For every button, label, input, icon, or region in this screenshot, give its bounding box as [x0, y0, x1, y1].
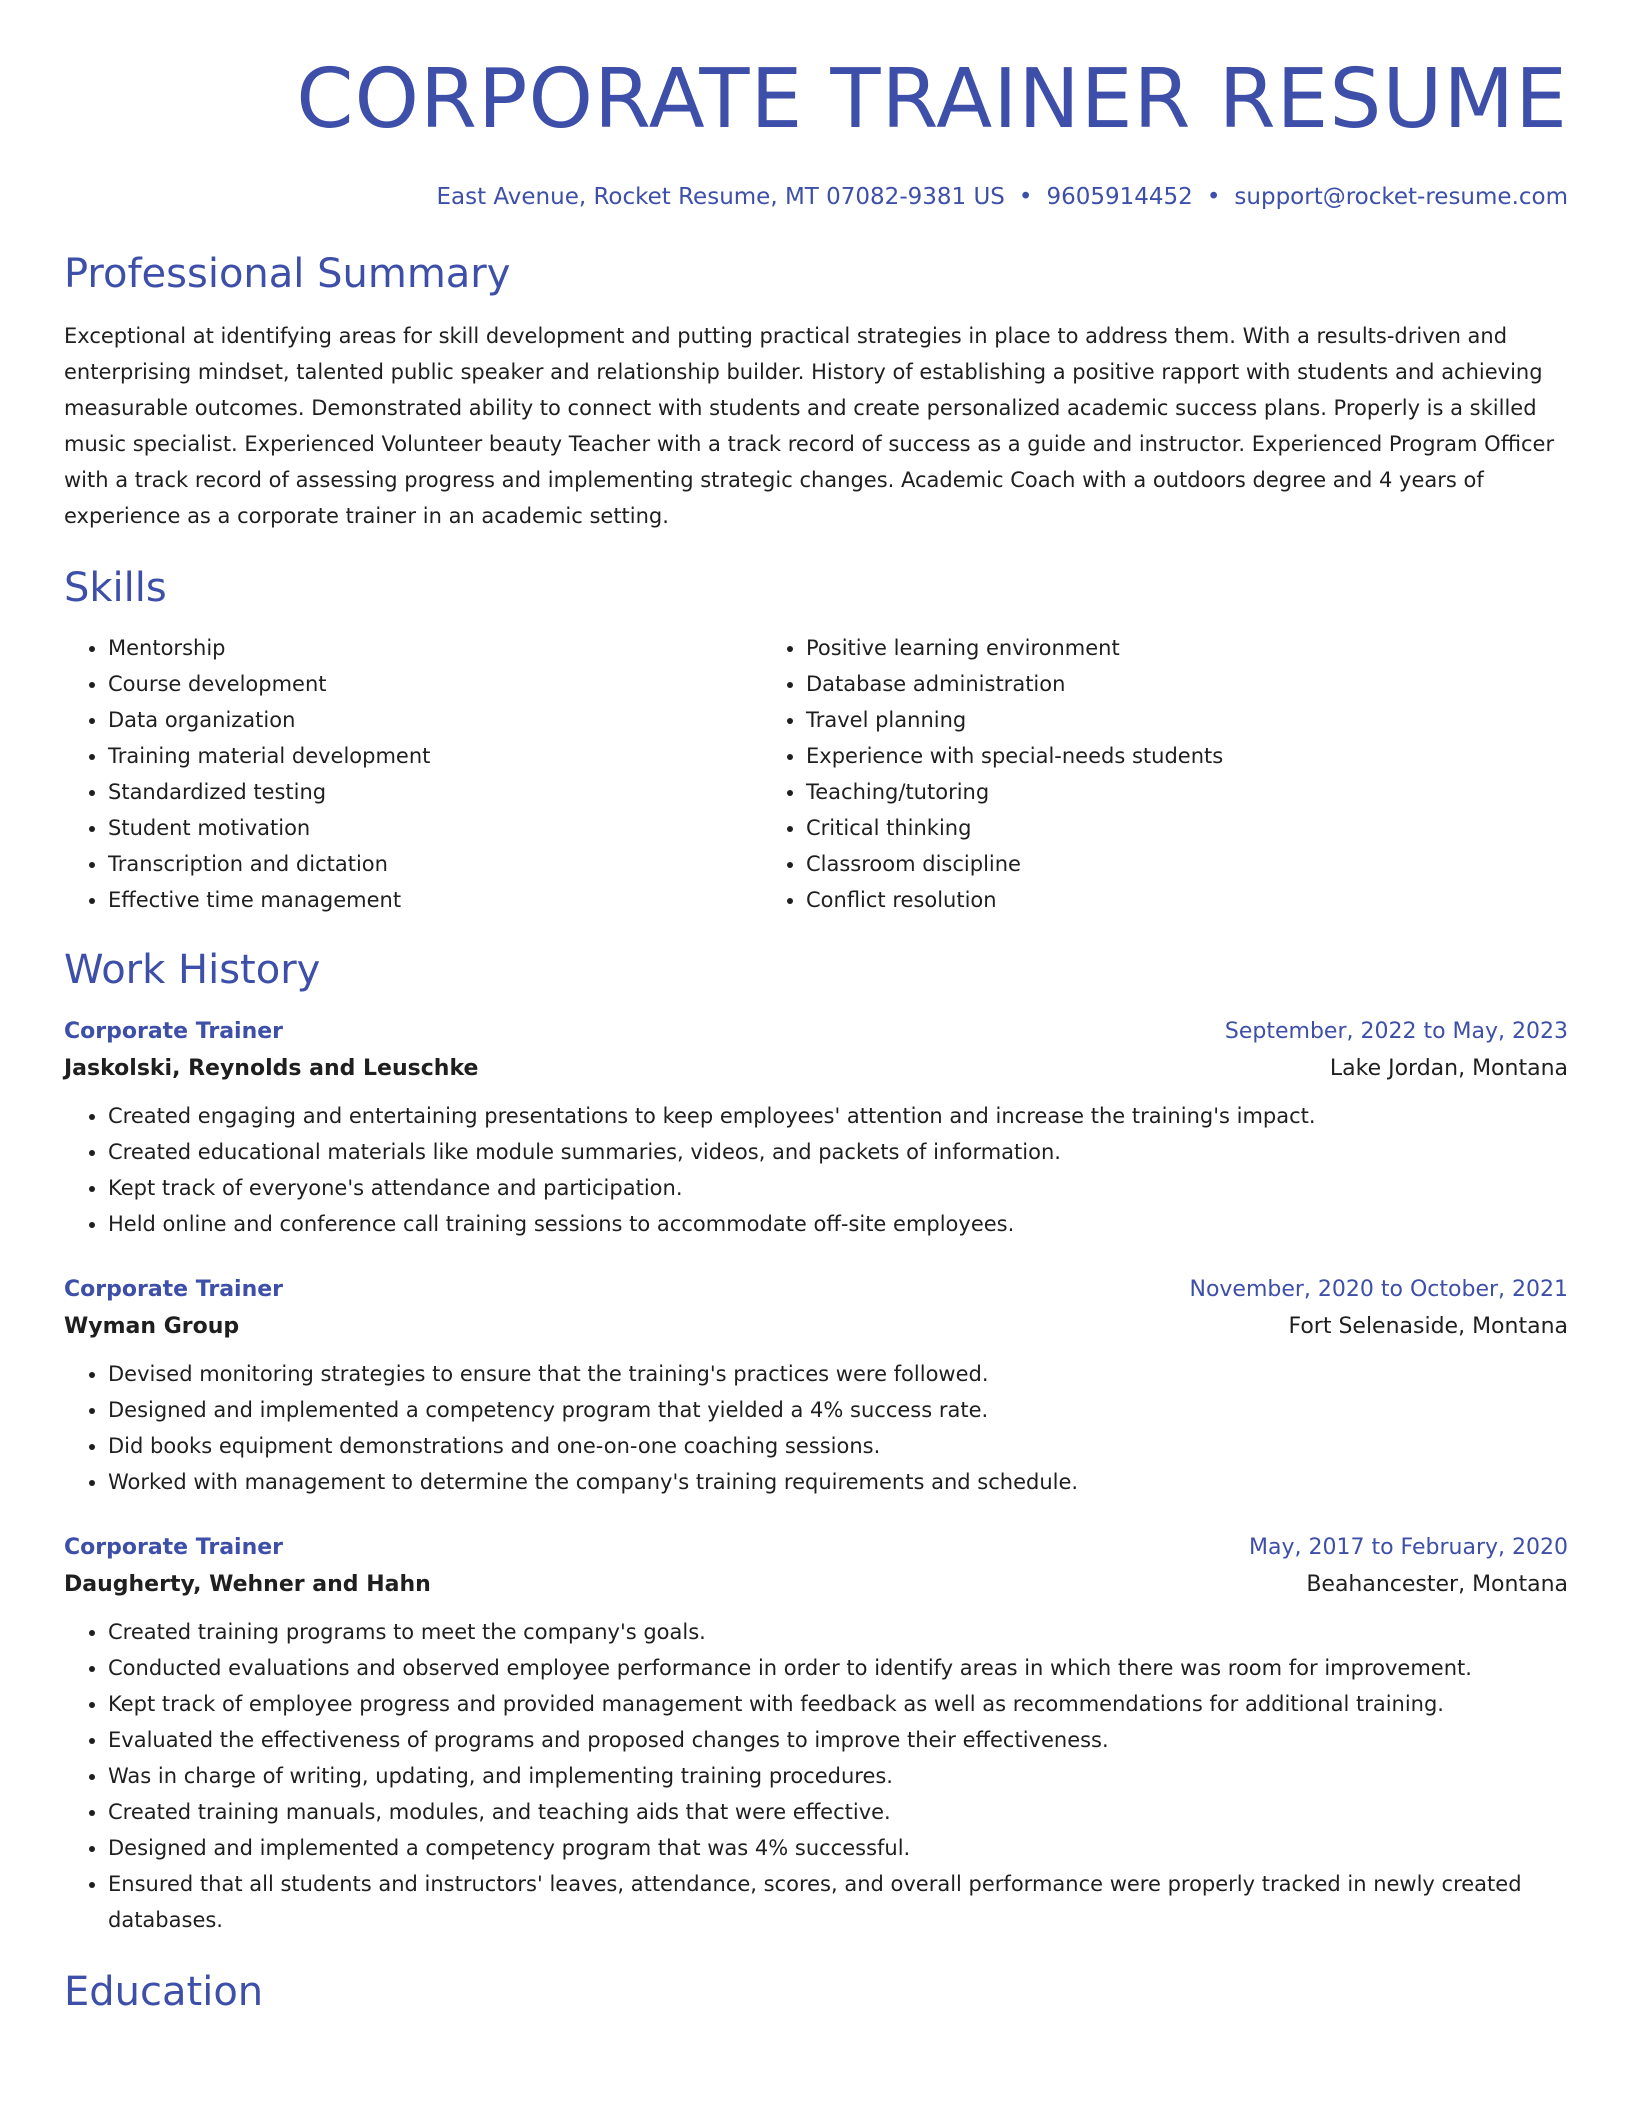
skills-column-left: [64, 630, 762, 918]
resume-title: CORPORATE TRAINER RESUME: [296, 52, 1568, 147]
skill-item: • Training material development: [108, 738, 762, 774]
job-bullet: • Worked with management to determine the company's training requirements and schedule.: [108, 1464, 1528, 1500]
job-bullet: • Held online and conference call training sessions to accommodate off-site employees.: [108, 1206, 1528, 1242]
job-company: Jaskolski, Reynolds and Leuschke: [64, 1056, 479, 1081]
work-history-list: [64, 1014, 1568, 1938]
skill-item: • Database administration: [806, 666, 1460, 702]
work-history-heading: Work History: [64, 947, 321, 993]
skills-heading: Skills: [64, 565, 167, 611]
contact-line: [64, 182, 1568, 212]
job-bullet: • Created engaging and entertaining presentations to keep employees' attention and increase the training's impact.: [108, 1098, 1528, 1134]
contact-separator: •: [1206, 184, 1221, 210]
job-bullet: • Devised monitoring strategies to ensure that the training's practices were followed.: [108, 1356, 1528, 1392]
job-bullets: [64, 1098, 1568, 1242]
job-title-row: [64, 1014, 1568, 1050]
job-location: Beahancester, Montana: [1306, 1572, 1568, 1597]
education-heading: Education: [64, 1969, 264, 2015]
job-bullet: • Ensured that all students and instructors' leaves, attendance, scores, and overall performance were properly tracked in newly created databases.: [108, 1866, 1528, 1938]
skill-item: • Teaching/tutoring: [806, 774, 1460, 810]
job-bullet: • Was in charge of writing, updating, and implementing training procedures.: [108, 1758, 1528, 1794]
job-entry: [64, 1530, 1568, 1938]
job-company-row: [64, 1050, 1568, 1088]
skill-item: • Effective time management: [108, 882, 762, 918]
job-bullet: • Created training manuals, modules, and teaching aids that were effective.: [108, 1794, 1528, 1830]
contact-email: support@rocket-resume.com: [1234, 184, 1568, 210]
job-bullet: • Created educational materials like module summaries, videos, and packets of information.: [108, 1134, 1528, 1170]
job-dates: November, 2020 to October, 2021: [1189, 1277, 1568, 1302]
skill-item: • Conflict resolution: [806, 882, 1460, 918]
job-bullet: • Kept track of everyone's attendance and participation.: [108, 1170, 1528, 1206]
skill-item: • Standardized testing: [108, 774, 762, 810]
job-title: Corporate Trainer: [64, 1277, 284, 1302]
job-company-row: [64, 1308, 1568, 1346]
job-bullet: • Designed and implemented a competency program that yielded a 4% success rate.: [108, 1392, 1528, 1428]
job-bullets: [64, 1356, 1568, 1500]
summary-heading: Professional Summary: [64, 251, 511, 297]
skill-item: • Transcription and dictation: [108, 846, 762, 882]
contact-phone: 9605914452: [1046, 184, 1193, 210]
skill-item: • Critical thinking: [806, 810, 1460, 846]
skill-item: • Classroom discipline: [806, 846, 1460, 882]
job-company-row: [64, 1566, 1568, 1604]
job-bullet: • Did books equipment demonstrations and one-on-one coaching sessions.: [108, 1428, 1528, 1464]
resume-header: [64, 0, 1568, 212]
job-title-row: [64, 1530, 1568, 1566]
summary-text: Exceptional at identifying areas for skill development and putting practical strategies in place to address them. With a results-driven and enterprising mindset, talented public speaker and relationship builder. History of establishing a positive rapport with students and achieving measurable outcomes. Demonstrated ability to connect with students and create personalized academic success plans. Properly is a skilled music specialist. Experienced Volunteer beauty Teacher with a track record of success as a guide and instructor. Experienced Program Officer with a track record of assessing progress and implementing strategic changes. Academic Coach with a outdoors degree and 4 years of experience as a corporate trainer in an academic setting.: [64, 324, 1555, 528]
skills-column-right: [762, 630, 1460, 918]
job-location: Fort Selenaside, Montana: [1288, 1314, 1568, 1339]
contact-address: East Avenue, Rocket Resume, MT 07082-9381 US: [436, 184, 1005, 210]
job-location: Lake Jordan, Montana: [1329, 1056, 1568, 1081]
job-bullet: • Designed and implemented a competency program that was 4% successful.: [108, 1830, 1528, 1866]
job-bullet: • Evaluated the effectiveness of programs and proposed changes to improve their effectiveness.: [108, 1722, 1528, 1758]
job-title: Corporate Trainer: [64, 1019, 284, 1044]
job-title-row: [64, 1272, 1568, 1308]
job-bullet: • Kept track of employee progress and provided management with feedback as well as recommendations for additional training.: [108, 1686, 1528, 1722]
job-title: Corporate Trainer: [64, 1535, 284, 1560]
job-dates: September, 2022 to May, 2023: [1224, 1019, 1568, 1044]
skills-list: [64, 630, 1568, 918]
skill-item: • Course development: [108, 666, 762, 702]
job-bullet: • Conducted evaluations and observed employee performance in order to identify areas in which there was room for improvement.: [108, 1650, 1528, 1686]
skill-item: • Positive learning environment: [806, 630, 1460, 666]
job-dates: May, 2017 to February, 2020: [1249, 1535, 1568, 1560]
skill-item: • Data organization: [108, 702, 762, 738]
skill-item: • Experience with special-needs students: [806, 738, 1460, 774]
job-entry: [64, 1014, 1568, 1242]
skill-item: • Travel planning: [806, 702, 1460, 738]
skill-item: • Student motivation: [108, 810, 762, 846]
job-bullet: • Created training programs to meet the company's goals.: [108, 1614, 1528, 1650]
job-company: Daugherty, Wehner and Hahn: [64, 1572, 431, 1597]
skill-item: • Mentorship: [108, 630, 762, 666]
job-bullets: [64, 1614, 1568, 1938]
job-company: Wyman Group: [64, 1314, 240, 1339]
contact-separator: •: [1018, 184, 1033, 210]
job-entry: [64, 1272, 1568, 1500]
